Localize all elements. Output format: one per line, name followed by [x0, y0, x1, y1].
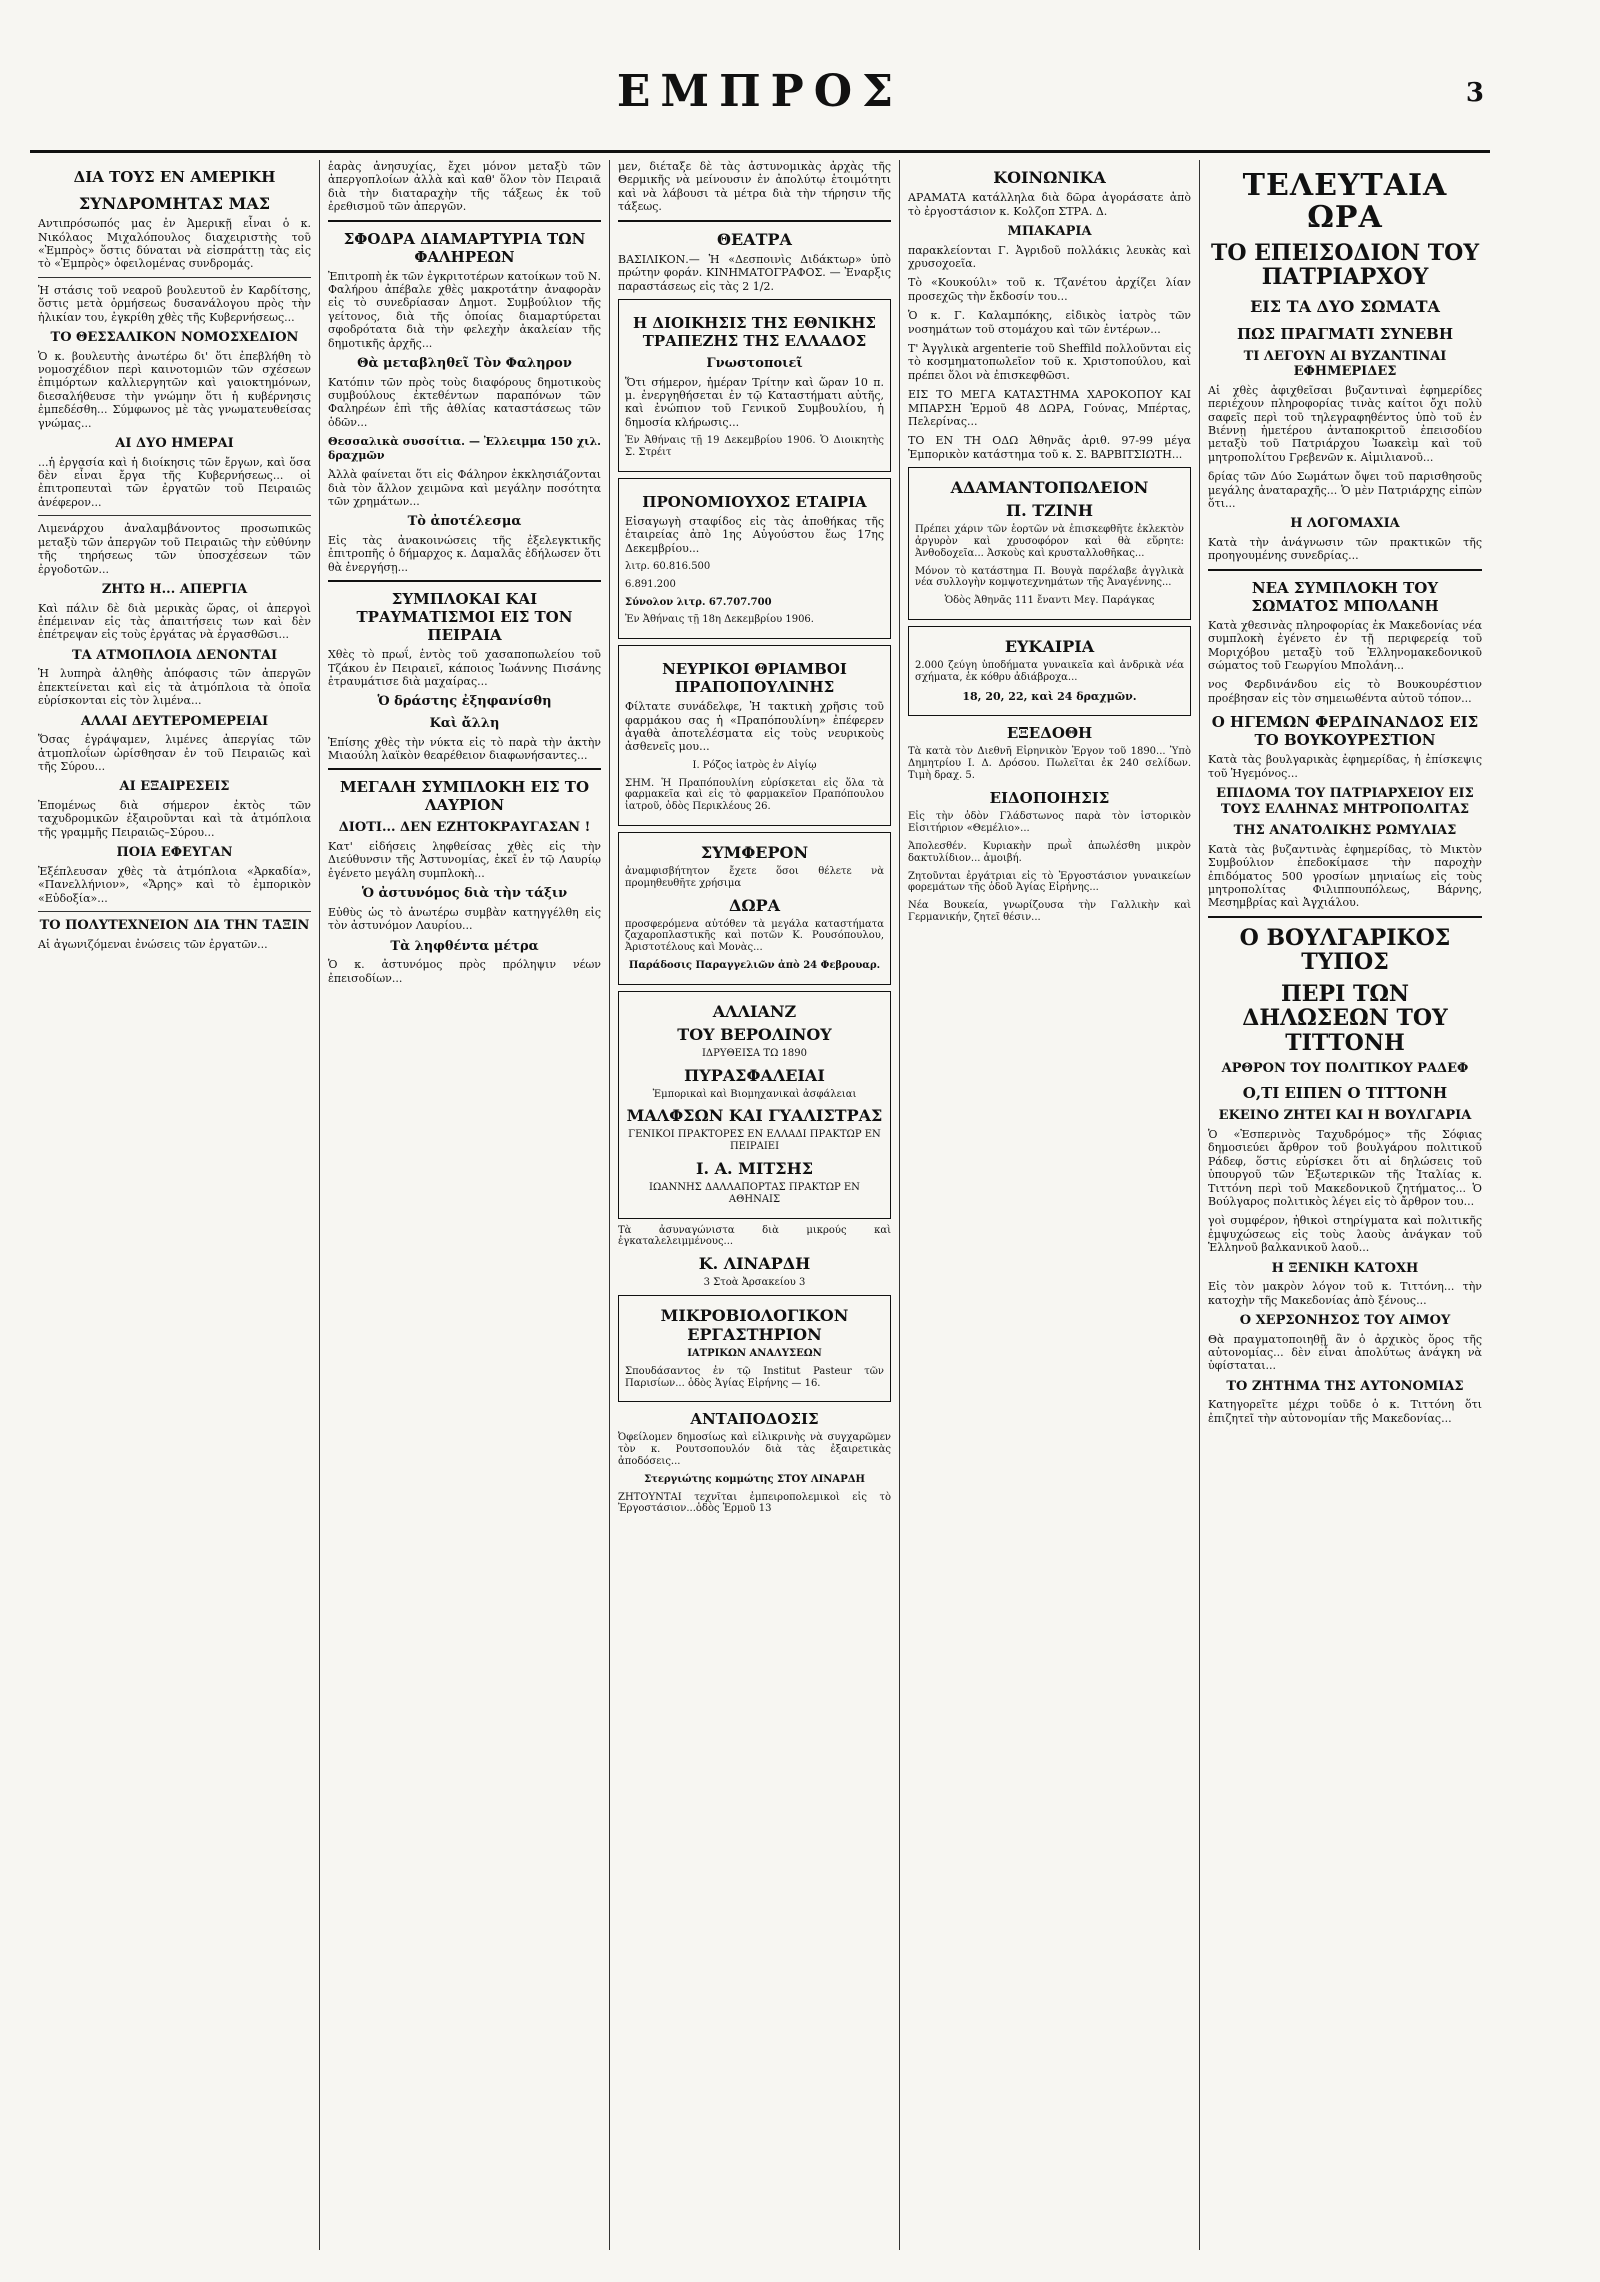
- newspaper-title: ΕΜΠΡΟΣ: [616, 66, 904, 117]
- article-text: Τὸ «Κουκούλι» τοῦ κ. Τζανέτου ἀρχίζει λίαν προσεχῶς τὴν ἔκδοσίν του...: [908, 276, 1191, 303]
- subheading: Γνωστοποιεῖ: [706, 356, 803, 372]
- article-text: Ἐξέπλευσαν χθὲς τὰ ἀτμόπλοια «Ἀρκαδία», «Πανελλήνιον», «Ἄρης» καὶ τὸ ἐμπορικὸν «Εὐδοξία»...: [38, 864, 311, 905]
- ad-subtitle: Ἐμπορικαὶ καὶ Βιομηχανικαὶ ἀσφάλειαι: [652, 1088, 857, 1100]
- subheading: ΤΑ ΑΤΜΟΠΛΟΙΑ ΔΕΝΟΝΤΑΙ: [71, 647, 278, 663]
- divider: [38, 515, 311, 516]
- headline: ΠΡΟΝΟΜΙΟΥΧΟΣ ΕΤΑΙΡΙΑ: [642, 492, 867, 511]
- article-text: Εὐθὺς ὡς τὸ ἀνωτέρω συμβὰν κατηγγέλθη εἰς τὸν ἀστυνόμον Λαυρίου...: [328, 905, 601, 933]
- article-text: Ζητοῦνται ἐργάτριαι εἰς τὸ Ἐργοστάσιον γυναικείων φορεμάτων τῆς ὁδοῦ Ἀγίας Εἰρήνης...: [908, 870, 1191, 894]
- ad-title: ΠΥΡΑΣΦΑΛΕΙΑΙ: [684, 1065, 825, 1085]
- headline: ΣΦΟΔΡΑ ΔΙΑΜΑΡΤΥΡΙΑ ΤΩΝ ΦΑΛΗΡΕΩΝ: [343, 229, 586, 266]
- headline: ΔΙΑ ΤΟΥΣ ΕΝ ΑΜΕΡΙΚΗ: [73, 168, 276, 186]
- article-text: Ἡ στάσις τοῦ νεαροῦ βουλευτοῦ ἐν Καρδίτσης, ὅστις μετὰ ὁρμήσεως δυσανάλογου πρὸς τὴν ἡλικίαν του, ἐγκρίθη χθὲς τῆς Κυβερνήσεως...: [38, 283, 311, 324]
- article-text: Σπουδάσαντος ἐν τῷ Institut Pasteur τῶν Παρισίων... ὁδὸς Ἁγίας Εἰρήνης — 16.: [625, 1365, 884, 1389]
- article-text: ἀναμφισβήτητον ἔχετε ὅσοι θέλετε νὰ προμηθευθῆτε χρήσιμα: [625, 866, 884, 889]
- subheading: Ὁ ἀστυνόμος διὰ τὴν τάξιν: [361, 886, 568, 902]
- headline: Ο,ΤΙ ΕΙΠΕΝ Ο ΤΙΤΤΟΝΗ: [1242, 1084, 1448, 1103]
- article-text: Αἱ ἀγωνιζόμεναι ἐνώσεις τῶν ἐργατῶν...: [38, 937, 268, 951]
- article-text: Αἱ χθὲς ἀφιχθεῖσαι βυζαντιναὶ ἐφημερίδες περιέχουν πληροφορίας τινὰς καίτοι ὄχι πολὺ σαφεῖς περὶ τοῦ τηλεγραφηθέντος ὑπὸ τοῦ ἐν Βιέννῃ ἡμετέρου ἀνταποκριτοῦ ἐπεισοδίου μεταξὺ τοῦ Πατριάρχου Ἰωακεὶμ καὶ τοῦ μητροπολίτου Γρεβενῶν κ. Αἰμιλιανοῦ...: [1208, 383, 1482, 464]
- subheading: Ὁ δράστης ἐξηφανίσθη: [377, 694, 552, 710]
- article-text: Ὀφείλομεν δημοσίως καὶ εἰλικρινὴς νὰ συγχαρῶμεν τὸν κ. Ρουτσοπουλόν διὰ τὰς ἐξαιρετικὰς ἀποδόσεις...: [618, 1432, 891, 1467]
- article-text: ...ἡ ἐργασία καὶ ἡ διοίκησις τῶν ἔργων, καὶ ὅσα δὲν εἶναι ἔργα τῆς Κυβερνήσεως... οἱ ἐπιτροπευταὶ τῶν ἐργατῶν τοῦ Πειραιῶς ἀνέφερον...: [38, 455, 311, 509]
- ad-title: Π. ΤΖΙΝΗ: [1005, 501, 1094, 521]
- article-text: προσφερόμενα αὐτόθεν τὰ μεγάλα καταστήματα ζαχαροπλαστικῆς καὶ ποτῶν Κ. Ρουσόπουλου, Ἀριστοτέλους καὶ Μονὰς...: [625, 918, 884, 954]
- subheading: ΤΟ ΖΗΤΗΜΑ ΤΗΣ ΑΥΤΟΝΟΜΙΑΣ: [1226, 1378, 1464, 1394]
- bank-notice: [618, 299, 891, 472]
- signature-text: Ἐν Ἀθήναις τῇ 18η Δεκεμβρίου 1906.: [625, 614, 814, 626]
- subheading: ΑΡΘΡΟΝ ΤΟΥ ΠΟΛΙΤΙΚΟΥ ΡΑΔΕΦ: [1221, 1060, 1469, 1076]
- article-text: Τ' Ἀγγλικὰ argenterie τοῦ Sheffild πολλοῦνται εἰς τὸ κοσμηματοπωλεῖον τοῦ κ. Χριστοπούλου, καὶ πρέπει ὅλοι νὰ ἐπισκεφθῶσι.: [908, 342, 1191, 382]
- article-text: Κατὰ τὰς βουλγαρικὰς ἐφημερίδας, ἡ ἐπίσκεψις τοῦ Ἡγεμόνος...: [1208, 753, 1482, 780]
- headline: ΜΕΓΑΛΗ ΣΥΜΠΛΟΚΗ ΕΙΣ ΤΟ ΛΑΥΡΙΟΝ: [339, 778, 590, 815]
- divider: [618, 220, 891, 222]
- article-text: Τὰ κατὰ τὸν Διεθνῆ Εἰρηνικὸν Ἐργον τοῦ 1890... Ὑπὸ Δημητρίου Ι. Δ. Δρόσου. Πωλεῖται ἐκ 240 σελίδων. Τιμὴ δραχ. 5.: [908, 746, 1191, 781]
- ad-subtitle: ΓΕΝΙΚΟΙ ΠΡΑΚΤΟΡΕΣ ΕΝ ΕΛΛΑΔΙ ΠΡΑΚΤΩΡ ΕΝ ΠΕΙΡΑΙΕΙ: [628, 1129, 881, 1153]
- article-text: ΑΡΑΜΑΤΑ κατάλληλα διὰ δῶρα ἀγοράσατε ἀπὸ τὸ ἐργοστάσιον κ. Κολζοπ ΣΤΡΑ. Δ.: [908, 191, 1191, 218]
- divider: [328, 768, 601, 770]
- headline: ΠΕΡΙ ΤΩΝ ΔΗΛΩΣΕΩΝ ΤΟΥ ΤΙΤΤΟΝΗ: [1242, 981, 1448, 1056]
- headline: ΕΙΣ ΤΑ ΔΥΟ ΣΩΜΑΤΑ: [1250, 297, 1440, 317]
- article-text: Κατόπιν τῶν πρὸς τοὺς διαφόρους δημοτικοὺς συμβούλους ἐκτεθέντων παραπόνων τῶν Φαληρέων ἐπὶ τῆς ἀθλίας καταστάσεως τῶν ὁδῶν...: [328, 375, 601, 429]
- price-text: 18, 20, 22, καὶ 24 δραχμῶν.: [962, 689, 1137, 703]
- ad-title: Στεργιώτης κομμώτης ΣΤΟΥ ΛΙΝΑΡΔΗ: [644, 1473, 865, 1485]
- main-headline: ΤΕΛΕΥΤΑΙΑ ΩΡΑ: [1242, 168, 1448, 235]
- article-text: Εἰσαγωγὴ σταφίδος εἰς τὰς ἀποθήκας τῆς ἑταιρείας ἀπὸ 1ης Αὐγούστου ἕως 17ης Δεκεμβρίου...: [625, 514, 884, 555]
- ad-title: ΜΑΛΦΣΩΝ ΚΑΙ ΓΥΑΛΙΣΤΡΑΣ: [626, 1106, 883, 1126]
- signature-text: Ι. Ρόζος ἰατρὸς ἐν Αἰγίῳ: [692, 759, 817, 771]
- subheading: ΜΠΑΚΑΡΙΑ: [1007, 224, 1092, 239]
- subheading: ΕΚΕΙΝΟ ΖΗΤΕΙ ΚΑΙ Η ΒΟΥΛΓΑΡΙΑ: [1218, 1108, 1472, 1124]
- headline: Η ΔΙΟΙΚΗΣΙΣ ΤΗΣ ΕΘΝΙΚΗΣ ΤΡΑΠΕΖΗΣ ΤΗΣ ΕΛΛΑΔΟΣ: [633, 314, 876, 351]
- article-text: Κατ' εἰδήσεις ληφθείσας χθὲς εἰς τὴν Διεύθυνσιν τῆς Ἀστυνομίας, ἐκεῖ ἐν τῷ Λαυρίῳ ἐγένετο μεγάλη συμπλοκὴ...: [328, 839, 601, 880]
- article-text: ΖΗΤΟΥΝΤΑΙ τεχνῖται ἐμπειροπολεμικοὶ εἰς τὸ Ἐργοστάσιον...ὁδὸς Ἑρμοῦ 13: [618, 1491, 891, 1515]
- figure-text: λιτρ. 60.816.500: [625, 561, 711, 573]
- figure-text: Σύνολον λιτρ. 67.707.700: [625, 596, 772, 608]
- headline: ΠΩΣ ΠΡΑΓΜΑΤΙ ΣΥΝΕΒΗ: [1236, 324, 1454, 343]
- article-text: Ὅσας ἐγράψαμεν, λιμένες ἀπεργίας τῶν ἀτμοπλοΐων ὡρίσθησαν ἐν τοῦ Πειραιῶς καὶ τῆς Σύρου...: [38, 733, 311, 773]
- page-number: 3: [1465, 78, 1484, 108]
- article-text: Ἡ λυπηρὰ ἀληθὴς ἀπόφασις τῶν ἀπεργῶν ἐπεκτείνεται καὶ εἰς τὰ ἀτμόπλοια τὰ ὁποῖα εὑρίσκονται εἰς τὸν λιμένα...: [38, 667, 311, 708]
- company-notice: [618, 478, 891, 639]
- article-text: Ὁ «Ἐσπερινὸς Ταχυδρόμος» τῆς Σόφιας δημοσιεύει ἄρθρον τοῦ βουλγάρου πολιτικοῦ Ράδεφ, ὅστις εὑρίσκει ὅτι αἱ δηλώσεις τοῦ ὑπουργοῦ τῶν Ἐξωτερικῶν τῆς Ἰταλίας κ. Τιττόνη περὶ τοῦ Μακεδονικοῦ ζητήματος... Ὁ Βούλγαρος πολιτικὸς λέγει εἰς τὸ ἄρθρον του...: [1208, 1128, 1482, 1209]
- subheading: ΖΗΤΩ Η... ΑΠΕΡΓΙΑ: [101, 581, 248, 597]
- advertisement: [908, 626, 1191, 716]
- column-5: [1200, 160, 1490, 2250]
- headline: ΝΕΑ ΣΥΜΠΛΟΚΗ ΤΟΥ ΣΩΜΑΤΟΣ ΜΠΟΛΑΝΗ: [1251, 578, 1439, 615]
- article-text: ΤΟ ΕΝ ΤΗ ΟΔΩ Ἀθηνᾶς ἀριθ. 97-99 μέγα Ἐμπορικὸν κατάστημα τοῦ κ. Σ. ΒΑΡΒΙΤΣΙΩΤΗ...: [908, 434, 1191, 461]
- article-text: Θὰ πραγματοποιηθῇ ἂν ὁ ἀρχικὸς ὅρος τῆς αὐτονομίας... δὲν εἶναι ἀπολύτως ἀνάγκη νὰ ὑφίσταται...: [1208, 1332, 1482, 1373]
- subheading: ΤΟ ΠΟΛΥΤΕΧΝΕΙΟΝ ΔΙΑ ΤΗΝ ΤΑΞΙΝ: [39, 917, 310, 933]
- article-text: Αντιπρόσωπός μας ἐν Ἀμερικῇ εἶναι ὁ κ. Νικόλαος Μιχαλόπουλος διαχειριστὴς τοῦ «Ἐμπρὸς» ὅστις δύναται νὰ εἰσπράττῃ τὰς εἰς τὸ «Ἐμπρὸς» ὀφειλομένας συνδρομάς.: [38, 217, 311, 271]
- article-text: Καὶ πάλιν δὲ διὰ μερικὰς ὥρας, οἱ ἀπεργοὶ ἐπέμειναν εἰς τὰς ἀπαιτήσεις των καὶ δὲν ἐπέτρεψαν εἰς τοὺς ἐργάτας νὰ ἐργασθῶσι...: [38, 601, 311, 642]
- article-text: παρακλείονται Γ. Ἀγριδοῦ πολλάκις λευκὰς καὶ χρυσοχοεῖα.: [908, 243, 1191, 270]
- article-text: Εἰς τὸν μακρὸν λόγον τοῦ κ. Τιττόνη... τὴν κατοχὴν τῆς Μακεδονίας ἀπὸ ξένους...: [1208, 1280, 1482, 1307]
- headline: ΑΝΤΑΠΟΔΟΣΙΣ: [690, 1410, 819, 1429]
- article-text: μεν, διέταξε δὲ τὰς ἀστυνομικὰς ἀρχὰς τῆς Θερμικῆς νὰ μείνουσιν ἐν ἀπολύτῳ ἑτοιμότητι καὶ νὰ λάβουσι τὰ μέτρα διὰ τὴν τήρησιν τῆς τάξεως.: [618, 160, 891, 214]
- ad-title: ΑΔΑΜΑΝΤΟΠΩΛΕΙΟΝ: [950, 478, 1149, 498]
- subheading: Καὶ ἄλλη: [429, 715, 500, 731]
- headline: ΤΟ ΕΠΕΙΣΟΔΙΟΝ ΤΟΥ ΠΑΤΡΙΑΡΧΟΥ: [1210, 240, 1480, 291]
- article-text: Κατὰ τὰς βυζαντινὰς ἐφημερίδας, τὸ Μικτὸν Συμβούλιον ἐπεδοκίμασε τὴν παροχὴν ἐπιδόματος 500 γροσίων μηνιαίως εἰς τοὺς μητροπολίτας Φιλιππουπόλεως, Βάρνης, Μεσημβρίας καὶ Ἀγχιάλου.: [1208, 842, 1482, 910]
- headline: ΕΞΕΔΟΘΗ: [1006, 724, 1093, 743]
- article-text: Ὁ κ. βουλευτὴς ἀνωτέρω δι' ὅτι ἐπεβλήθη τὸ νομοσχέδιον περὶ καινοτομιῶν τῶν σχέσεων ἐπιμόρτων καλλιεργητῶν καὶ γαιοκτημόνων, διεσαλήθευσε τὴν γνώμην ὅτι ἡ κυβέρνησις ἐμπεδέσθη... Σύμφωνος μὲ τὰς γνωματευθείσας γνώμας...: [38, 349, 311, 430]
- ad-subtitle: ΙΔΡΥΘΕΙΣΑ ΤΩ 1890: [701, 1047, 807, 1059]
- article-text: νος Φερδινάνδου εἰς τὸ Βουκουρέστιον προέβησαν εἰς τὸν σημειωθέντα αὐτοῦ τόπον...: [1208, 678, 1482, 705]
- article-text: Μόνον τὸ κατάστημα Π. Βουγὰ παρέλαβε ἀγγλικὰ νέα συλλογὴν κομψοτεχνημάτων τῆς Ἀναγέννης...: [915, 565, 1184, 589]
- column-1: [30, 160, 320, 2250]
- divider: [328, 580, 601, 582]
- article-text: ΣΗΜ. Ἡ Πραπόπουλίνη εὑρίσκεται εἰς ὅλα τὰ φαρμακεῖα καὶ εἰς τὸ φαρμακεῖον Πραπόπουλου ἰατροῦ, ὁδὸς Περικλέους 26.: [625, 777, 884, 813]
- article-text: Πρέπει χάριν τῶν ἑορτῶν νὰ ἐπισκεφθῆτε ἐκλεκτὸν ἀργυρὸν καὶ χρυσοφόρον καὶ θὰ εὕρητε: Ἀνθοδοχεῖα... Ἀσκοὺς καὶ κρυσταλλοθῆκας...: [915, 524, 1184, 559]
- headline: ΝΕΥΡΙΚΟΙ ΘΡΙΑΜΒΟΙ ΠΡΑΠΟΠΟΥΛΙΝΗΣ: [662, 660, 847, 697]
- divider: [38, 911, 311, 912]
- article-text: Ὁ κ. ἀστυνόμος πρὸς πρόληψιν νέων ἐπεισοδίων...: [328, 958, 601, 985]
- article-text: Ὅτι σήμερον, ἡμέραν Τρίτην καὶ ὥραν 10 π. μ. ἐνεργηθήσεται ἐν τῷ Καταστήματι αὐτῆς, καὶ ἐνώπιον τοῦ Γενικοῦ Συμβουλίου, ἡ δημοσία κλήρωσις...: [625, 375, 884, 429]
- headline: ΕΙΔΟΠΟΙΗΣΙΣ: [989, 789, 1110, 808]
- subheading: Τὸ ἀποτέλεσμα: [407, 514, 522, 530]
- ad-title: ΤΟΥ ΒΕΡΟΛΙΝΟΥ: [677, 1024, 832, 1044]
- signature-text: Ἐν Ἀθήναις τῇ 19 Δεκεμβρίου 1906. Ὁ Διοικητὴς Σ. Στρέιτ: [625, 435, 884, 459]
- headline: Ο ΒΟΥΛΓΑΡΙΚΟΣ ΤΥΠΟΣ: [1239, 924, 1451, 976]
- subheading: ΔΙΟΤΙ... ΔΕΝ ΕΖΗΤΟΚΡΑΥΓΑΣΑΝ !: [338, 820, 591, 836]
- article-text: Κατηγορεῖτε μέχρι τοῦδε ὁ κ. Τιττόνη ὅτι ἐπιζητεῖ τὴν αὐτονομίαν τῆς Μακεδονίας...: [1208, 1398, 1482, 1425]
- column-3: [610, 160, 900, 2250]
- insurance-ad: [618, 991, 891, 1219]
- advertisement: [618, 832, 891, 985]
- article-text: Λιμενάρχου ἀναλαμβάνοντος προσωπικῶς μεταξὺ τῶν ἀπεργῶν τοῦ Πειραιῶς τὴν εὐθύνην τῆς τηρήσεως τῶν ὑποσχέσεων τῶν ἐργοδοτῶν...: [38, 522, 311, 576]
- divider: [38, 277, 311, 278]
- article-text: Εἰς τὴν ὁδὸν Γλάδστωνος παρὰ τὸν ἱστορικὸν Εἰσιτήριον «Θεμέλιο»...: [908, 811, 1191, 835]
- headline: ΘΕΑΤΡΑ: [717, 229, 792, 249]
- headline: Ο ΗΓΕΜΩΝ ΦΕΡΔΙΝΑΝΔΟΣ ΕΙΣ ΤΟ ΒΟΥΚΟΥΡΕΣΤΙΟΝ: [1211, 713, 1479, 750]
- ad-title: ΔΩΡΑ: [728, 895, 781, 915]
- subheading: ΤΙ ΛΕΓΟΥΝ ΑΙ ΒΥΖΑΝΤΙΝΑΙ ΕΦΗΜΕΡΙΔΕΣ: [1243, 348, 1447, 380]
- article-text: ΒΑΣΙΛΙΚΟΝ.— Ἡ «Δεσποινὶς Διδάκτωρ» ὑπὸ πρώτην φοράν. ΚΙΝΗΜΑΤΟΓΡΑΦΟΣ. — Ἐναρξις παραστάσεως εἰς τὰς 2 1/2.: [618, 252, 891, 293]
- headline: ΣΥΝΔΡΟΜΗΤΑΣ ΜΑΣ: [78, 194, 271, 213]
- article-text: Ἀπολεσθέν. Κυριακὴν πρωῒ ἀπωλέσθη μικρὸν δακτυλίδιον... ἀμοιβή.: [908, 841, 1191, 864]
- figure-text: 6.891.200: [625, 578, 676, 590]
- column-4: [900, 160, 1200, 2250]
- article-text: Εἰς τὰς ἀνακοινώσεις τῆς ἐξελεγκτικῆς ἐπιτροπῆς ὁ δήμαρχος κ. Δαμαλᾶς ἐδήλωσεν ὅτι θὰ ἐνεργήσῃ...: [328, 533, 601, 574]
- address-text: Ὁδὸς Ἀθηνᾶς 111 ἔναντι Μεγ. Παράγκας: [944, 595, 1155, 607]
- subheading: Θὰ μεταβληθεῖ Τὸν Φαληρον: [357, 356, 572, 372]
- ad-title: ΕΥΚΑΙΡΙΑ: [1004, 637, 1095, 657]
- ad-title: Ι. Α. ΜΙΤΣΗΣ: [695, 1159, 814, 1179]
- article-text: Ἐπομένως διὰ σήμερον ἐκτὸς τῶν ταχυδρομικῶν ἐξαιροῦνται καὶ τὰ ἀτμόπλοια τῆς γραμμῆς Πειραιῶς–Σύρου...: [38, 798, 311, 839]
- ad-subtitle: ΙΩΑΝΝΗΣ ΔΑΛΛΑΠΟΡΤΑΣ ΠΡΑΚΤΩΡ ΕΝ ΑΘΗΝΑΙΣ: [649, 1182, 860, 1205]
- columns: [30, 160, 1490, 2250]
- divider: [328, 220, 601, 222]
- headline: ΚΟΙΝΩΝΙΚΑ: [993, 168, 1106, 187]
- ad-title: ΣΥΜΦΕΡΟΝ: [700, 843, 809, 863]
- article-text: γοὶ συμφέρον, ἠθικοὶ στηρίγματα καὶ πολιτικῆς ἐμψυχώσεως εἰς τοὺς λαοὺς ἀνάγκαν τοῦ Ἑλληνοῦ βαλκανικοῦ λαοῦ...: [1208, 1214, 1482, 1255]
- divider: [1208, 569, 1482, 571]
- article-text: Ἐπιτροπὴ ἐκ τῶν ἐγκριτοτέρων κατοίκων τοῦ Ν. Φαλήρου ἀπέβαλε χθὲς μακροτάτην ἀναφορὰν εἰς τὸ συνεδρίασαν Δημοτ. Συμβούλιον τῆς γείτονος, διὰ τῆς ὁποίας διαμαρτύρεται σφοδρότατα διὰ τὴν φελεχὴν ἀκαλείαν τῆς δημοτικῆς ἀρχῆς...: [328, 269, 601, 350]
- advertisement: [908, 467, 1191, 620]
- ad-subtitle: 3 Στοὰ Ἀρσακείου 3: [703, 1277, 806, 1289]
- subheading: Τὰ ληφθέντα μέτρα: [390, 938, 539, 954]
- subheading: ΑΛΛΑΙ ΔΕΥΤΕΡΟΜΕΡΕΙΑΙ: [80, 713, 269, 729]
- ad-title: ΑΛΛΙΑΝΖ: [712, 1001, 797, 1021]
- article-text: δρίας τῶν Δύο Σωμάτων ὄψει τοῦ παρισθησοῦς μεγάλης ἀναταραχῆς... Ὁ μὲν Πατριάρχης εἰπὼν ὅτι...: [1208, 470, 1482, 510]
- subheading: Ο ΧΕΡΣΟΝΗΣΟΣ ΤΟΥ ΑΙΜΟΥ: [1239, 1313, 1451, 1329]
- subheading: ΠΟΙΑ ΕΦΕΥΓΑΝ: [116, 845, 233, 861]
- advertisement: [618, 645, 891, 826]
- subheading: ΕΠΙΔΟΜΑ ΤΟΥ ΠΑΤΡΙΑΡΧΕΙΟΥ ΕΙΣ ΤΟΥΣ ΕΛΛΗΝΑΣ ΜΗΤΡΟΠΟΛΙΤΑΣ: [1216, 786, 1474, 817]
- article-text: Ἐπίσης χθὲς τὴν νύκτα εἰς τὸ παρὰ τὴν ἀκτὴν Μιαούλη λαϊκὸν θεαρέθειον διαφωνήσαντες...: [328, 735, 601, 762]
- article-text: Τὰ ἀσυναγώνιστα διὰ μικρούς καὶ ἐγκαταλελειμμένους...: [618, 1224, 891, 1248]
- article-text: Φίλτατε συνάδελφε, Ἡ τακτικὴ χρῆσις τοῦ φαρμάκου σας ἡ «Πραπόπουλίνη» ἐπέφερεν ἀγαθὰ ἀποτελέσματα εἰς τοὺς νευρικοὺς ἀσθενεῖς μου...: [625, 700, 884, 754]
- ad-subtitle: ΙΑΤΡΙΚΩΝ ΑΝΑΛΥΣΕΩΝ: [687, 1348, 822, 1360]
- article-text: Κατὰ τὴν ἀνάγνωσιν τῶν πρακτικῶν τῆς προηγουμένης συνεδρίας...: [1208, 536, 1482, 563]
- subheading: Η ΞΕΝΙΚΗ ΚΑΤΟΧΗ: [1271, 1260, 1419, 1276]
- article-text: Ἀλλὰ φαίνεται ὅτι εἰς Φάληρον ἐκκλησιάζονται διὰ τὸν ἄλλον χειμῶνα καὶ μεγάλην ποσότητα τῶν χρημάτων...: [328, 468, 601, 508]
- ad-title: Κ. ΛΙΝΑΡΔΗ: [698, 1254, 811, 1274]
- ad-subtitle: Παράδοσις Παραγγελιῶν ἀπὸ 24 Φεβρουαρ.: [628, 960, 881, 972]
- article-text: Νέα Βουκεία, γνωρίζουσα τὴν Γαλλικὴν καὶ Γερμανικήν, ζητεῖ θέσιν...: [908, 900, 1191, 924]
- article-text: ἑαρὰς ἀνησυχίας, ἔχει μόνον μεταξὺ τῶν ἀπεργοπλοίων ἀλλὰ καὶ καθ' ὅλον τὸν Πειραιᾶ διὰ τὴν διαταραχὴν τῆς τάξεως ἐκ τοῦ ἐρεθισμοῦ τῶν ἀπεργῶν.: [328, 160, 601, 214]
- column-2: [320, 160, 610, 2250]
- subheading: ΤΟ ΘΕΣΣΑΛΙΚΟΝ ΝΟΜΟΣΧΕΔΙΟΝ: [50, 330, 299, 346]
- subheading: ΑΙ ΕΞΑΙΡΕΣΕΙΣ: [119, 779, 230, 795]
- headline: ΣΥΜΠΛΟΚΑΙ ΚΑΙ ΤΡΑΥΜΑΤΙΣΜΟΙ ΕΙΣ ΤΟΝ ΠΕΙΡΑΙΑ: [356, 590, 573, 645]
- subheading: ΑΙ ΔΥΟ ΗΜΕΡΑΙ: [115, 436, 234, 452]
- article-text: ΕΙΣ ΤΟ ΜΕΓΑ ΚΑΤΑΣΤΗΜΑ ΧΑΡΟΚΟΠΟΥ ΚΑΙ ΜΠΑΡΣΗ Ἑρμοῦ 48 ΔΩΡΑ, Γούνας, Μπέρτας, Πελερίνας...: [908, 388, 1191, 429]
- divider: [1208, 916, 1482, 918]
- article-text: Χθὲς τὸ πρωΐ, ἐντὸς τοῦ χασαποπωλείου τοῦ Τζάκου ἐν Πειραιεῖ, κάποιος Ἰωάννης Πισάνης ἐτραυμάτισε διὰ μαχαίρας...: [328, 648, 601, 688]
- lab-ad: [618, 1295, 891, 1402]
- article-text: Κατὰ χθεσινὰς πληροφορίας ἐκ Μακεδονίας νέα συμπλοκὴ ἐγένετο ἐν τῇ περιφερείᾳ τοῦ Μοριχόβου μεταξὺ τοῦ Ἑλληνομακεδονικοῦ σώματος τοῦ Γεωργίου Μπολάνη...: [1208, 618, 1482, 673]
- ad-title: ΜΙΚΡΟΒΙΟΛΟΓΙΚΟΝ ΕΡΓΑΣΤΗΡΙΟΝ: [660, 1306, 849, 1345]
- subheading: ΤΗΣ ΑΝΑΤΟΛΙΚΗΣ ΡΩΜΥΛΙΑΣ: [1233, 823, 1457, 839]
- notice-text: Θεσσαλικὰ συσσίτια. — Ἐλλειμμα 150 χιλ. δραχμῶν: [328, 435, 601, 462]
- article-text: Ὁ κ. Γ. Καλαμπόκης, εἰδικὸς ἰατρὸς τῶν νοσημάτων τοῦ στομάχου καὶ τῶν ἐντέρων...: [908, 309, 1191, 336]
- masthead: [30, 60, 1490, 153]
- article-text: 2.000 ζεύγη ὑποδήματα γυναικεῖα καὶ ἀνδρικὰ νέα σχήματα, ἐκ κόθρυ ἀδιάβροχα...: [915, 660, 1184, 683]
- subheading: Η ΛΟΓΟΜΑΧΙΑ: [1290, 516, 1400, 532]
